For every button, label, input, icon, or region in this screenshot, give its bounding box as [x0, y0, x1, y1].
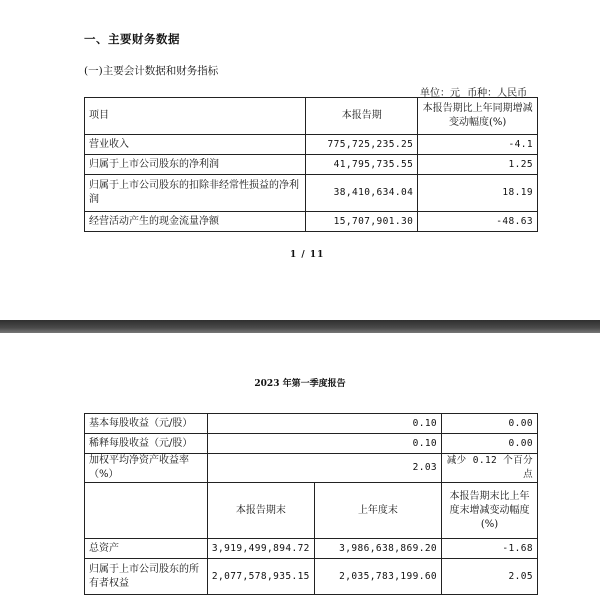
row-label: 稀释每股收益（元/股）: [85, 434, 208, 454]
table-row: [85, 434, 538, 454]
header-cell: 本报告期: [306, 98, 418, 135]
row-label: 经营活动产生的现金流量净额: [85, 212, 306, 232]
row-label: 总资产: [85, 539, 208, 559]
row-value-prior: 2,035,783,199.60: [314, 559, 441, 595]
table-row: [85, 414, 538, 434]
row-change: 1.25: [418, 155, 538, 175]
section-heading: 一、主要财务数据: [84, 32, 180, 46]
table-row: [85, 559, 538, 595]
row-change: 18.19: [418, 175, 538, 212]
row-change: 0.00: [442, 434, 538, 454]
row-value: 775,725,235.25: [306, 135, 418, 155]
table-row: [85, 212, 538, 232]
table-header-row: [85, 98, 538, 135]
table-row: [85, 454, 538, 483]
page-break-divider: [0, 320, 600, 333]
row-change: -1.68: [442, 539, 538, 559]
financial-data-table: [84, 97, 538, 232]
row-label: 加权平均净资产收益率（%）: [85, 454, 208, 483]
sub-heading: (一)主要会计数据和财务指标: [84, 65, 219, 77]
row-value-prior: 3,986,638,869.20: [314, 539, 441, 559]
row-value-current: 3,919,499,894.72: [207, 539, 314, 559]
header-cell: 本报告期末比上年度末增减变动幅度(%): [442, 483, 538, 539]
row-change: 2.05: [442, 559, 538, 595]
report-title: 2023 年第一季度报告: [254, 379, 346, 389]
row-value: 41,795,735.55: [306, 155, 418, 175]
row-value: 0.10: [207, 434, 441, 454]
header-cell: 本报告期末: [207, 483, 314, 539]
row-value-current: 2,077,578,935.15: [207, 559, 314, 595]
row-change: -48.63: [418, 212, 538, 232]
row-change: 0.00: [442, 414, 538, 434]
row-label: 归属于上市公司股东的扣除非经常性损益的净利润: [85, 175, 306, 212]
header-cell: 上年度末: [314, 483, 441, 539]
header-cell: [85, 483, 208, 539]
row-change: 减少 0.12 个百分点: [442, 454, 538, 483]
currency-label: 币种：人民币: [467, 88, 528, 99]
per-share-and-assets-table: [84, 413, 538, 595]
row-change: -4.1: [418, 135, 538, 155]
table-row: [85, 175, 538, 212]
row-value: 2.03: [207, 454, 441, 483]
table-row: [85, 135, 538, 155]
row-label: 营业收入: [85, 135, 306, 155]
header-cell: 项目: [85, 98, 306, 135]
page-number: 1 / 11: [290, 250, 325, 260]
row-value: 0.10: [207, 414, 441, 434]
header-cell: 本报告期比上年同期增减变动幅度(%): [418, 98, 538, 135]
row-value: 38,410,634.04: [306, 175, 418, 212]
row-label: 基本每股收益（元/股）: [85, 414, 208, 434]
table-row: [85, 539, 538, 559]
table-header-row: [85, 483, 538, 539]
unit-label: 单位：元: [420, 88, 460, 99]
table-row: [85, 155, 538, 175]
row-value: 15,707,901.30: [306, 212, 418, 232]
row-label: 归属于上市公司股东的所有者权益: [85, 559, 208, 595]
row-label: 归属于上市公司股东的净利润: [85, 155, 306, 175]
